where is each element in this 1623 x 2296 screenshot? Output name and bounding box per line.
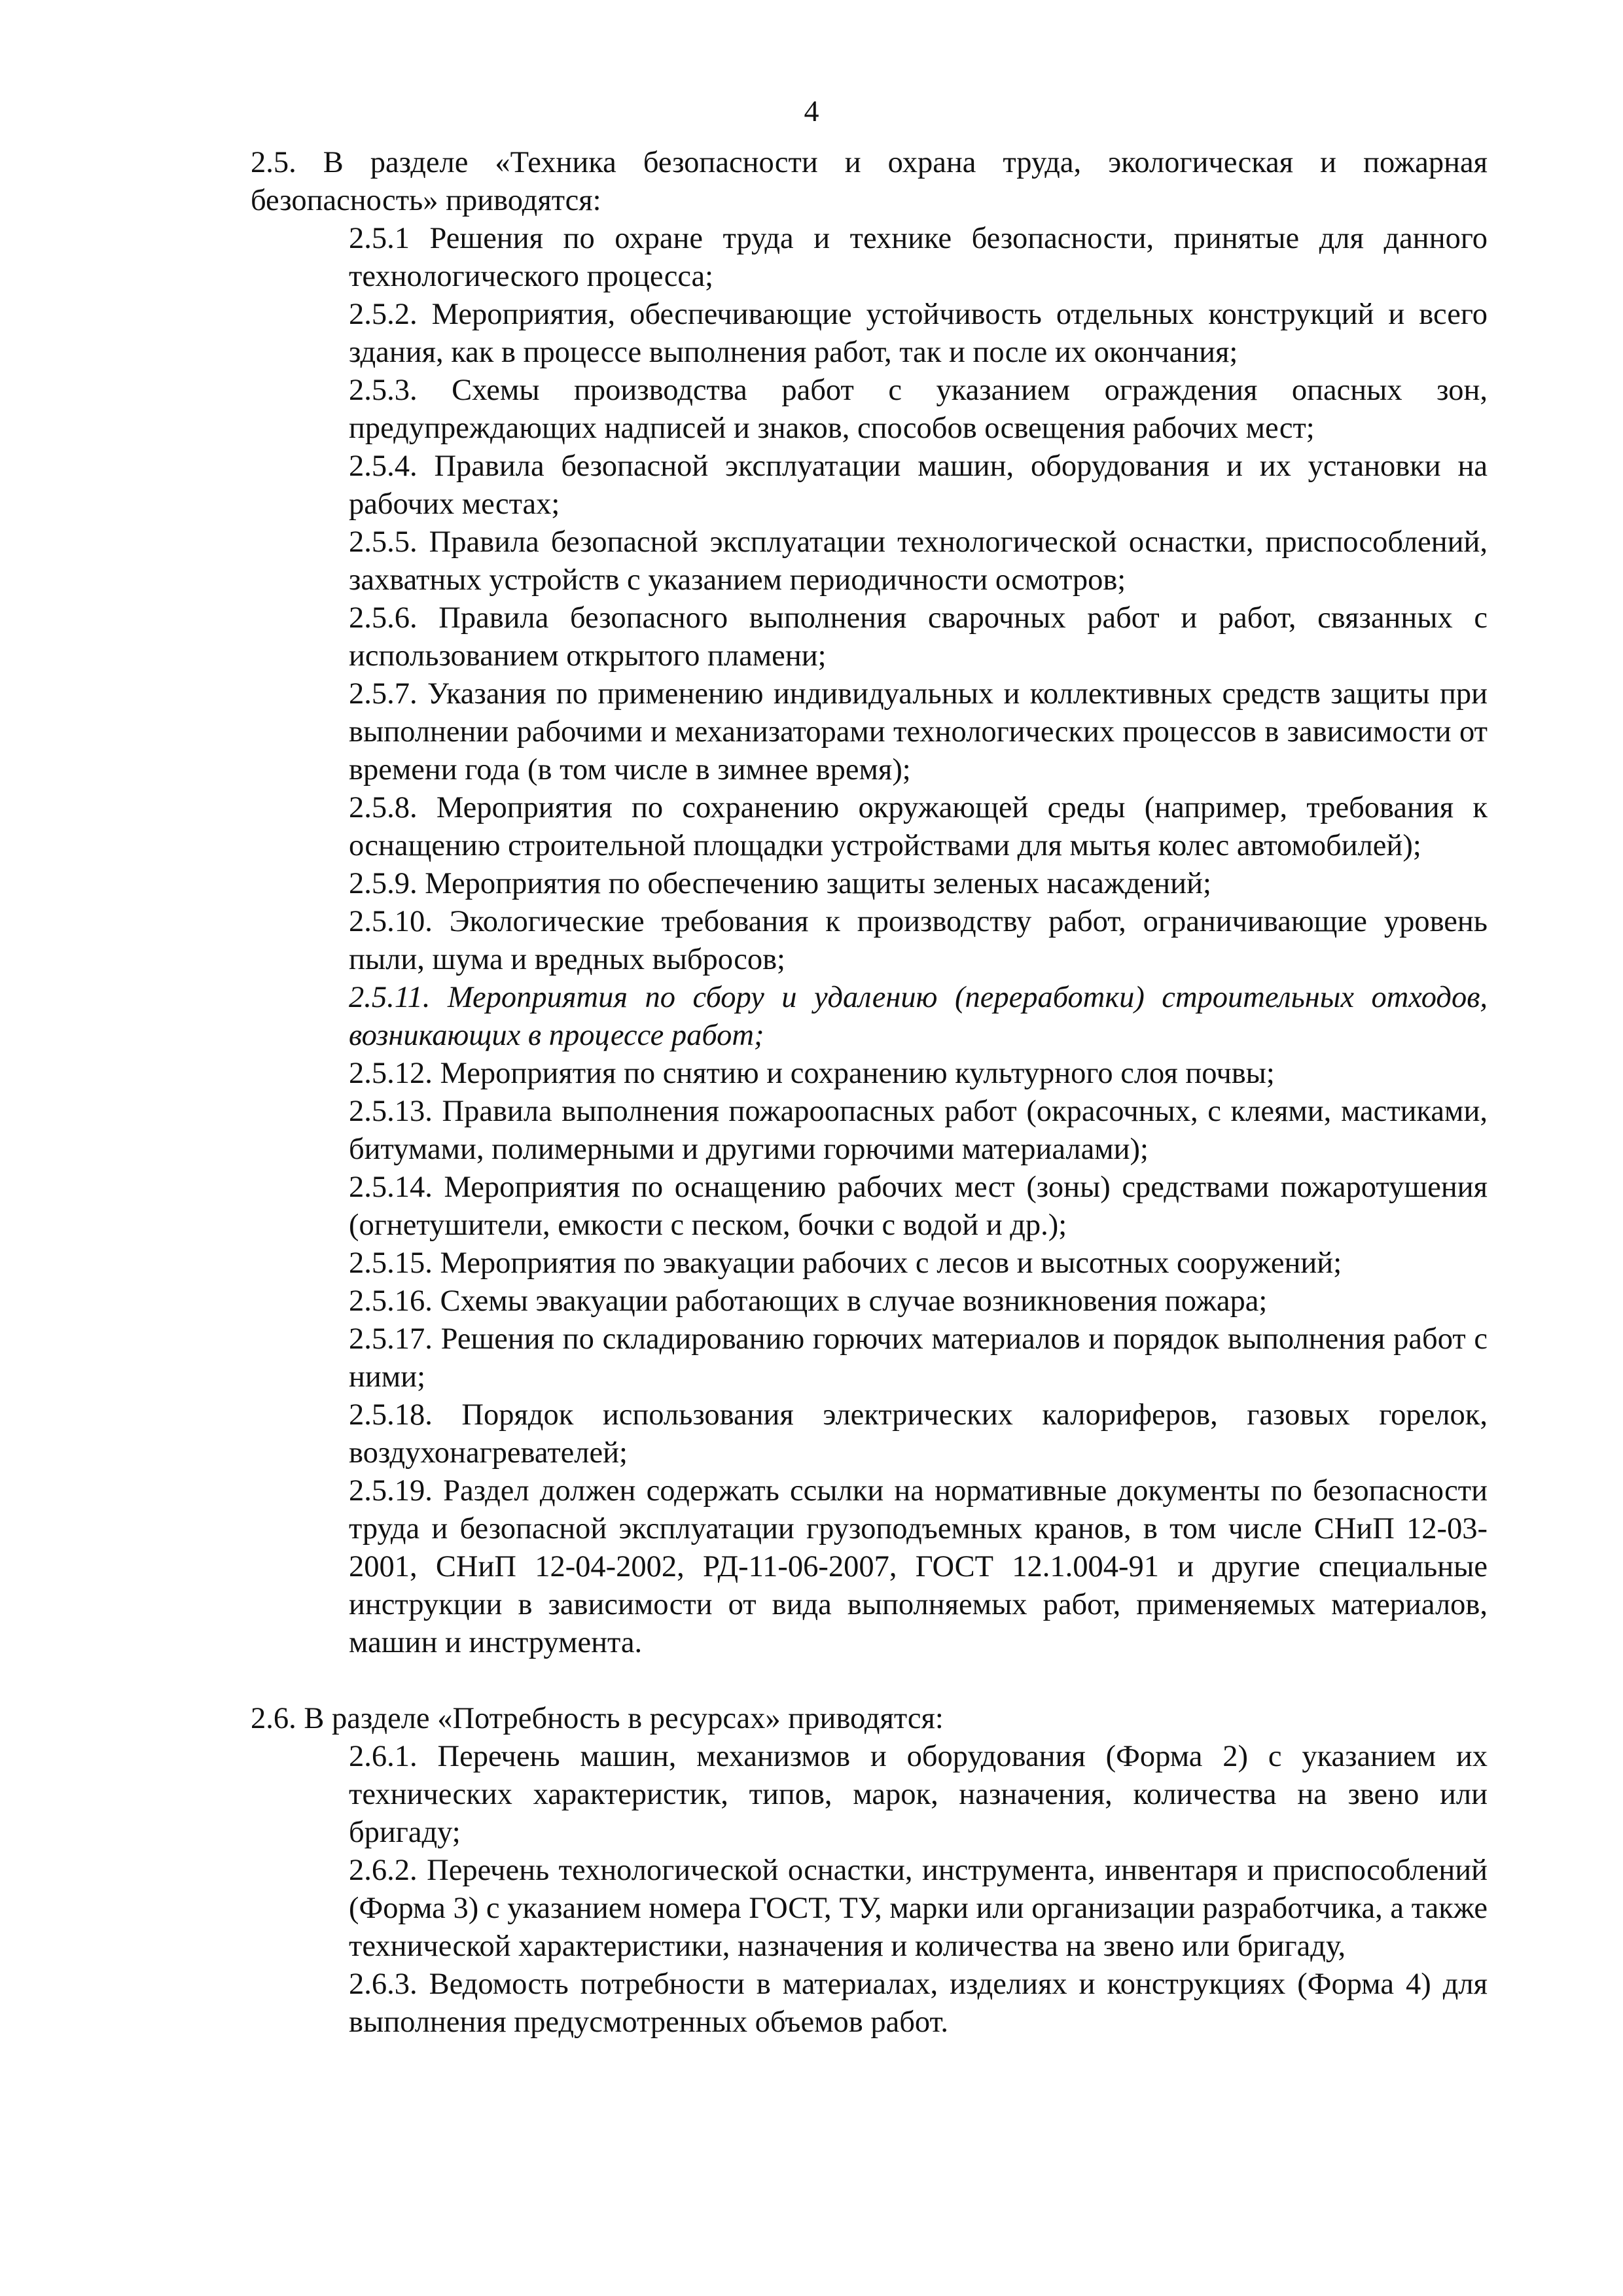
list-item-2-6-2: 2.6.2. Перечень технологической оснастки, инструмента, инвентаря и приспособлений (Форма 3) с указанием номера ГОСТ, ТУ, марки или организации разработчика, а также технической характеристики, назначения и количества на звено или бригаду, xyxy=(349,1854,1488,1963)
list-item-2-5-18: 2.5.18. Порядок использования электрических калориферов, газовых горелок, воздухонагревателей; xyxy=(349,1398,1488,1470)
list-item-2-5-5: 2.5.5. Правила безопасной эксплуатации технологической оснастки, приспособлений, захватных устройств с указанием периодичности осмотров; xyxy=(349,525,1488,597)
list-item-2-5-15: 2.5.15. Мероприятия по эвакуации рабочих с лесов и высотных сооружений; xyxy=(349,1246,1342,1280)
section-spacer xyxy=(251,1662,1488,1700)
list-item-2-5-4: 2.5.4. Правила безопасной эксплуатации машин, оборудования и их установки на рабочих местах; xyxy=(349,450,1488,521)
list-item-2-6-1: 2.6.1. Перечень машин, механизмов и оборудования (Форма 2) с указанием их технических характеристик, типов, марок, назначения, количества на звено или бригаду; xyxy=(349,1740,1488,1849)
list-item-2-5-17: 2.5.17. Решения по складированию горючих материалов и порядок выполнения работ с ними; xyxy=(349,1322,1488,1394)
page-number: 4 xyxy=(804,94,819,128)
document-body xyxy=(251,144,1488,2041)
list-item-2-5-13: 2.5.13. Правила выполнения пожароопасных работ (окрасочных, с клеями, мастиками, битумами, полимерными и другими горючими материалами); xyxy=(349,1095,1488,1166)
list-item-2-5-16: 2.5.16. Схемы эвакуации работающих в случае возникновения пожара; xyxy=(349,1284,1268,1318)
section-2-6-intro: 2.6. В разделе «Потребность в ресурсах» приводятся: xyxy=(251,1702,944,1735)
list-item-2-5-6: 2.5.6. Правила безопасного выполнения сварочных работ и работ, связанных с использованием открытого пламени; xyxy=(349,601,1488,673)
list-item-2-5-8: 2.5.8. Мероприятия по сохранению окружающей среды (например, требования к оснащению строительной площадки устройствами для мытья колес автомобилей); xyxy=(349,791,1488,862)
list-item-2-5-11: 2.5.11. Мероприятия по сбору и удалению (переработки) строительных отходов, возникающих в процессе работ; xyxy=(349,981,1488,1052)
list-item-2-5-14: 2.5.14. Мероприятия по оснащению рабочих мест (зоны) средствами пожаротушения (огнетушители, емкости с песком, бочки с водой и др.); xyxy=(349,1171,1488,1242)
list-item-2-5-3: 2.5.3. Схемы производства работ с указанием ограждения опасных зон, предупреждающих надписей и знаков, способов освещения рабочих мест; xyxy=(349,374,1488,445)
list-item-2-5-7: 2.5.7. Указания по применению индивидуальных и коллективных средств защиты при выполнении рабочими и механизаторами технологических процессов в зависимости от времени года (в том числе в зимнее время); xyxy=(349,677,1488,786)
list-item-2-5-2: 2.5.2. Мероприятия, обеспечивающие устойчивость отдельных конструкций и всего здания, как в процессе выполнения работ, так и после их окончания; xyxy=(349,298,1488,369)
list-item-2-5-1: 2.5.1 Решения по охране труда и технике безопасности, принятые для данного технологического процесса; xyxy=(349,222,1488,293)
list-item-2-6-3: 2.6.3. Ведомость потребности в материалах, изделиях и конструкциях (Форма 4) для выполнения предусмотренных объемов работ. xyxy=(349,1968,1488,2039)
section-2-5-intro: 2.5. В разделе «Техника безопасности и охрана труда, экологическая и пожарная безопасность» приводятся: xyxy=(251,146,1488,217)
list-item-2-5-19: 2.5.19. Раздел должен содержать ссылки на нормативные документы по безопасности труда и безопасной эксплуатации грузоподъемных кранов, в том числе СНиП 12-03-2001, СНиП 12-04-2002, РД-11-06-2007, ГОСТ 12.1.004-91 и другие специальные инструкции в зависимости от вида выполняемых работ, применяемых материалов, машин и инструмента. xyxy=(349,1474,1488,1659)
list-item-2-5-12: 2.5.12. Мероприятия по снятию и сохранению культурного слоя почвы; xyxy=(349,1057,1275,1090)
list-item-2-5-10: 2.5.10. Экологические требования к производству работ, ограничивающие уровень пыли, шума и вредных выбросов; xyxy=(349,905,1488,976)
list-item-2-5-9: 2.5.9. Мероприятия по обеспечению защиты зеленых насаждений; xyxy=(349,867,1211,900)
